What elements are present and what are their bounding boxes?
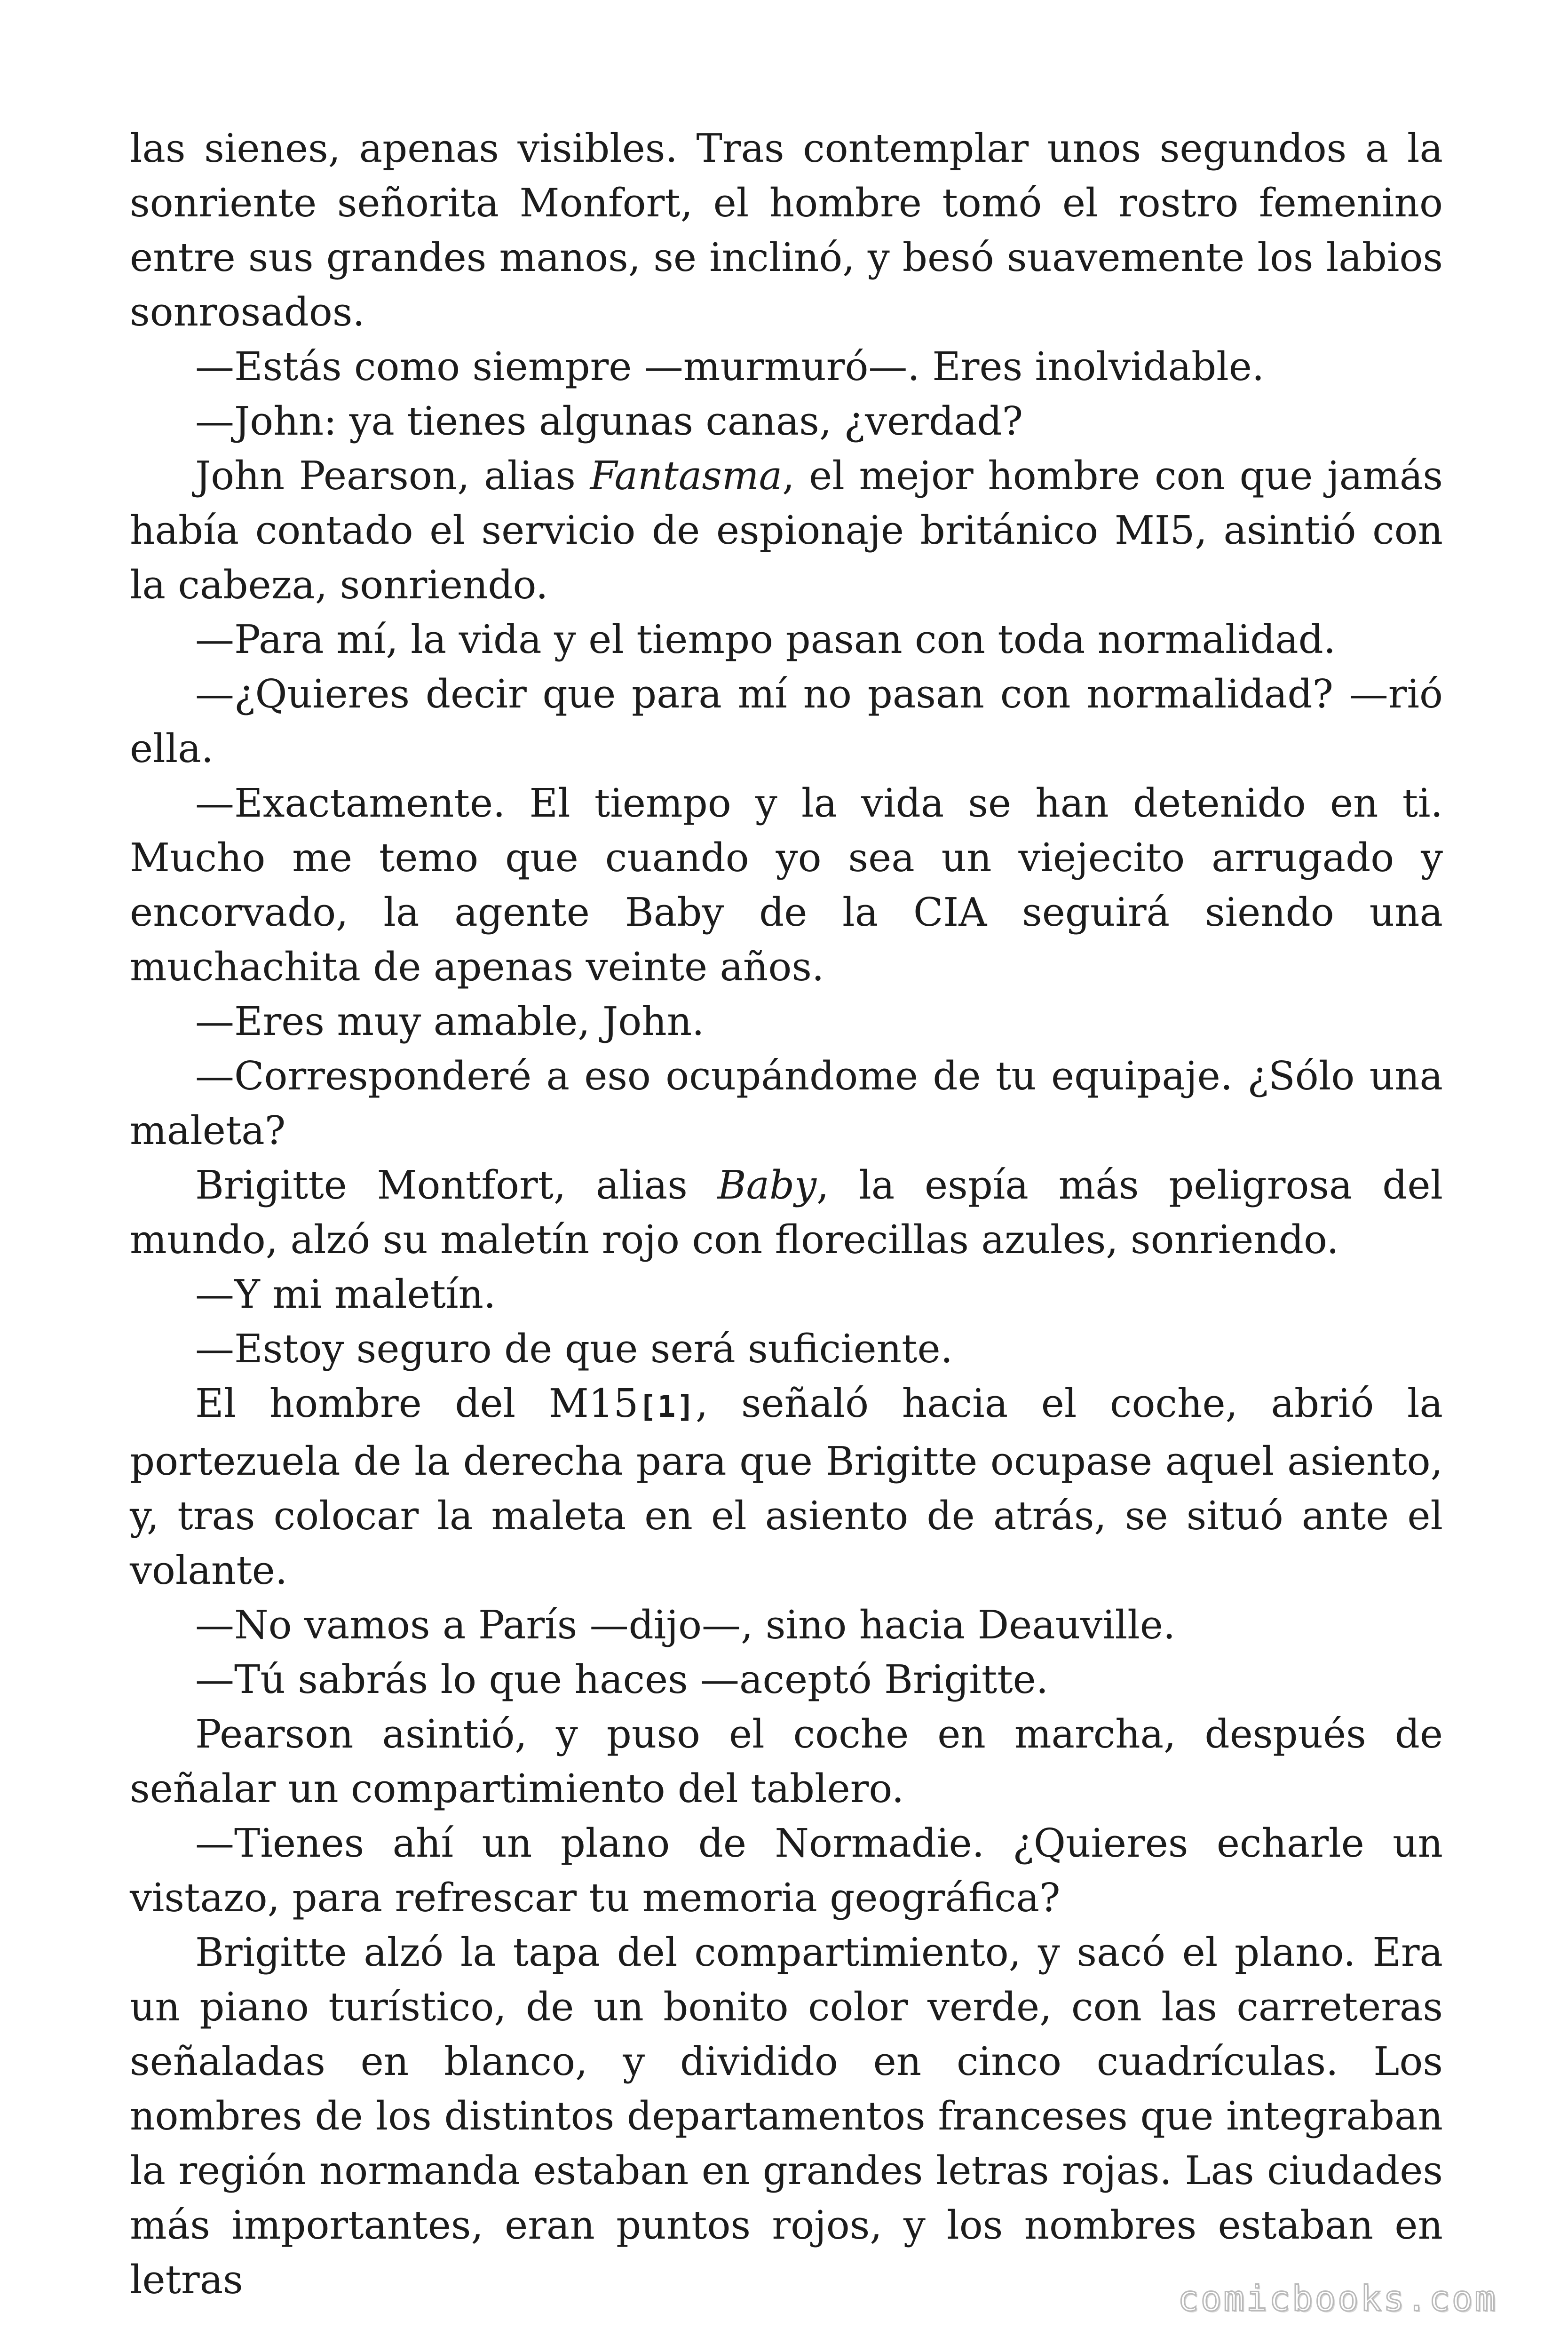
paragraph xyxy=(130,1653,1443,1707)
text-run: , la espía más peligrosa del mundo, alzó su maletín rojo con florecillas azules, sonriendo. xyxy=(130,1162,1443,1263)
paragraph xyxy=(130,612,1443,667)
paragraph xyxy=(130,1816,1443,1925)
text-run: —Tú sabrás lo que haces —aceptó Brigitte. xyxy=(195,1657,1049,1702)
text-run: John Pearson, alias xyxy=(195,453,590,499)
text-run: —John: ya tienes algunas canas, ¿verdad? xyxy=(195,398,1023,444)
paragraph xyxy=(130,1925,1443,2307)
text-run: , el mejor hombre con que jamás había contado el servicio de espionaje británico MI5, asintió con la cabeza, sonriendo. xyxy=(130,453,1443,608)
text-run: —Para mí, la vida y el tiempo pasan con toda normalidad. xyxy=(195,617,1336,662)
text-run: —Eres muy amable, John. xyxy=(195,999,705,1044)
text-run: las sienes, apenas visibles. Tras contemplar unos segundos a la sonriente señorita Monfort, el hombre tomó el rostro femenino entre sus grandes manos, se inclinó, y besó suavemente los labios sonrosados. xyxy=(130,126,1443,335)
text-run: Brigitte Montfort, alias xyxy=(195,1162,718,1208)
text-run: —Estoy seguro de que será suficiente. xyxy=(195,1326,953,1372)
text-run: , señaló hacia el coche, abrió la portezuela de la derecha para que Brigitte ocupase aquel asiento, y, tras colocar la maleta en el asiento de atrás, se situó ante el volante. xyxy=(130,1381,1443,1593)
text-run: —Exactamente. El tiempo y la vida se han detenido en ti. Mucho me temo que cuando yo sea un viejecito arrugado y encorvado, la agente Baby de la CIA seguirá siendo una muchachita de apenas veinte años. xyxy=(130,780,1443,990)
paragraph xyxy=(130,667,1443,776)
text-run: —No vamos a París —dijo—, sino hacia Deauville. xyxy=(195,1602,1176,1648)
text-run: —Tienes ahí un plano de Normadie. ¿Quieres echarle un vistazo, para refrescar tu memoria geográfica? xyxy=(130,1820,1443,1921)
paragraph xyxy=(130,1376,1443,1598)
paragraph xyxy=(130,1049,1443,1158)
paragraph xyxy=(130,121,1443,340)
paragraph xyxy=(130,1707,1443,1816)
text-run: El hombre del M15 xyxy=(195,1381,639,1426)
paragraph xyxy=(130,1322,1443,1376)
paragraph xyxy=(130,1598,1443,1653)
text-run: —Corresponderé a eso ocupándome de tu equipaje. ¿Sólo una maleta? xyxy=(130,1053,1443,1153)
site-watermark: comicbooks.com xyxy=(1178,2279,1497,2319)
text-run: Brigitte alzó la tapa del compartimiento, y sacó el plano. Era un piano turístico, de un bonito color verde, con las carreteras señaladas en blanco, y dividido en cinco cuadrículas. Los nombres de los distintos departamentos franceses que integraban la región normanda estaban en grandes letras rojas. Las ciudades más importantes, eran puntos rojos, y los nombres estaban en letras xyxy=(130,1930,1443,2303)
text-run: —Y mi maletín. xyxy=(195,1271,496,1317)
paragraph xyxy=(130,394,1443,449)
italic-name: Fantasma xyxy=(590,453,783,499)
paragraph xyxy=(130,340,1443,394)
italic-name: Baby xyxy=(717,1162,817,1208)
body-text xyxy=(130,121,1443,2307)
text-run: —¿Quieres decir que para mí no pasan con normalidad? —rió ella. xyxy=(130,671,1443,771)
paragraph xyxy=(130,1267,1443,1322)
paragraph xyxy=(130,776,1443,994)
text-run: —Estás como siempre —murmuró—. Eres inolvidable. xyxy=(195,344,1265,389)
text-run: Pearson asintió, y puso el coche en marcha, después de señalar un compartimiento del tablero. xyxy=(130,1711,1443,1812)
footnote-link[interactable]: [1] xyxy=(638,1390,696,1424)
paragraph xyxy=(130,449,1443,612)
paragraph xyxy=(130,1158,1443,1267)
paragraph xyxy=(130,994,1443,1049)
